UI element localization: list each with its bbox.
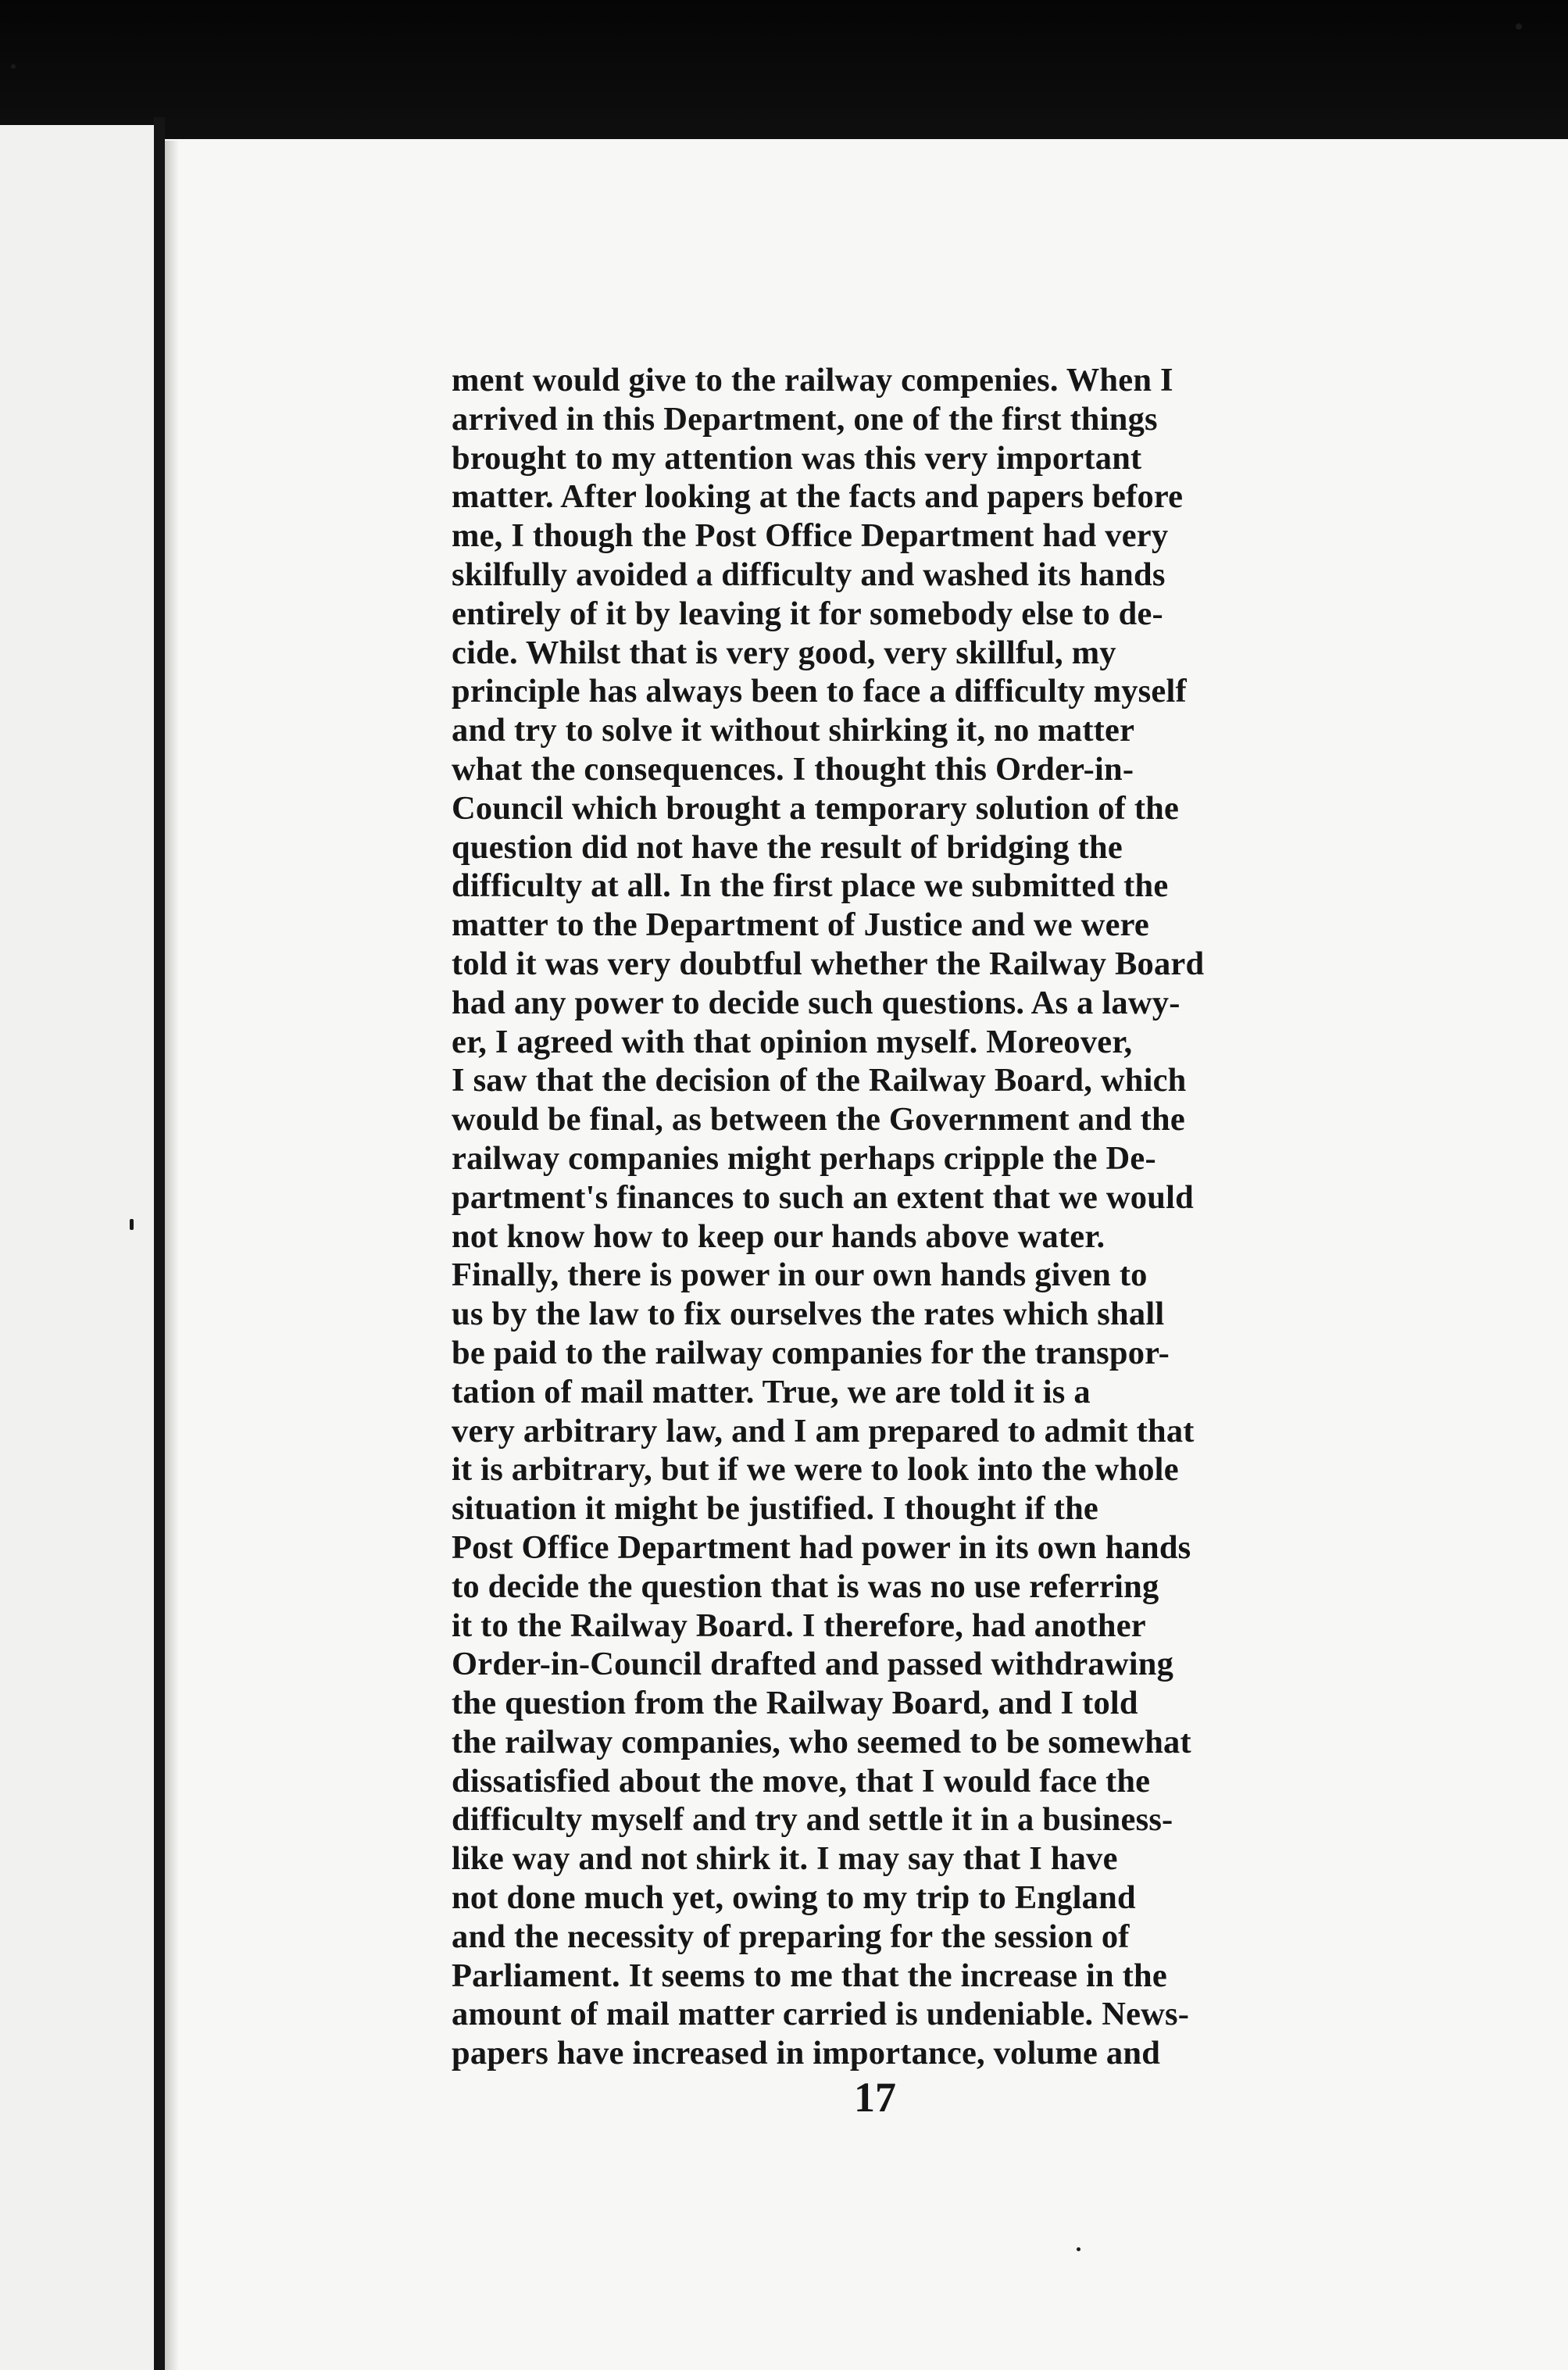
text-line: it is arbitrary, but if we were to look into the whole <box>452 1451 1179 1489</box>
text-line: brought to my attention was this very important <box>452 439 1142 477</box>
text-line: entirely of it by leaving it for somebody else to de- <box>452 595 1163 632</box>
text-line: not know how to keep our hands above water. <box>452 1217 1105 1255</box>
scan-speck <box>11 64 16 69</box>
page-number: 17 <box>854 2074 896 2121</box>
text-line: and the necessity of preparing for the session of <box>452 1918 1130 1955</box>
text-line: told it was very doubtful whether the Railway Board <box>452 945 1205 982</box>
text-line: would be final, as between the Government and the <box>452 1101 1185 1139</box>
text-line: er, I agreed with that opinion myself. Moreover, <box>452 1023 1133 1060</box>
text-line: Council which brought a temporary solution of the <box>452 789 1180 827</box>
text-line: matter to the Department of Justice and we were <box>452 906 1149 944</box>
text-line: ment would give to the railway compenies. When I <box>452 362 1173 399</box>
text-line: the railway companies, who seemed to be somewhat <box>452 1723 1191 1761</box>
text-line: arrived in this Department, one of the first things <box>452 400 1158 438</box>
text-line: what the consequences. I thought this Order-in- <box>452 750 1134 788</box>
text-line: I saw that the decision of the Railway Board, which <box>452 1062 1187 1099</box>
text-line: matter. After looking at the facts and papers before <box>452 478 1184 516</box>
text-line: amount of mail matter carried is undeniable. News- <box>452 1996 1190 2033</box>
text-line: and try to solve it without shirking it, no matter <box>452 712 1135 749</box>
scan-speck <box>130 1219 134 1230</box>
text-line: like way and not shirk it. I may say that I have <box>452 1840 1118 1878</box>
body-text <box>452 361 1328 2073</box>
text-line: the question from the Railway Board, and I told <box>452 1685 1138 1722</box>
text-line: Finally, there is power in our own hands given to <box>452 1256 1148 1294</box>
text-line: it to the Railway Board. I therefore, had another <box>452 1607 1146 1644</box>
text-line: Post Office Department had power in its own hands <box>452 1528 1191 1566</box>
text-line: to decide the question that is was no use referring <box>452 1567 1159 1605</box>
text-line: skilfully avoided a difficulty and washed its hands <box>452 556 1166 593</box>
text-line: papers have increased in importance, volume and <box>452 2035 1161 2072</box>
text-line: partment's finances to such an extent that we would <box>452 1178 1194 1216</box>
binding-gutter <box>154 117 165 2370</box>
scan-dark-background <box>0 0 1568 156</box>
text-line: very arbitrary law, and I am prepared to admit that <box>452 1412 1195 1450</box>
facing-page-edge <box>0 125 160 2370</box>
scan-speck <box>1516 23 1522 30</box>
text-line: cide. Whilst that is very good, very skillful, my <box>452 634 1116 671</box>
text-line: Parliament. It seems to me that the increase in the <box>452 1957 1167 1994</box>
text-line: dissatisfied about the move, that I would face the <box>452 1762 1151 1800</box>
text-line: me, I though the Post Office Department had very <box>452 517 1169 555</box>
text-line: situation it might be justified. I thought if the <box>452 1490 1098 1528</box>
text-line: principle has always been to face a difficulty myself <box>452 673 1187 710</box>
text-line: question did not have the result of bridging the <box>452 828 1123 866</box>
text-line: tation of mail matter. True, we are told it is a <box>452 1373 1091 1410</box>
text-line: railway companies might perhaps cripple the De- <box>452 1139 1156 1177</box>
text-line: not done much yet, owing to my trip to England <box>452 1879 1136 1917</box>
text-line: difficulty at all. In the first place we submitted the <box>452 867 1169 905</box>
text-line: Order-in-Council drafted and passed withdrawing <box>452 1646 1174 1683</box>
text-line: difficulty myself and try and settle it in a business- <box>452 1801 1173 1839</box>
gutter-shadow <box>165 141 179 2370</box>
scan-speck <box>1077 2247 1080 2251</box>
text-line: had any power to decide such questions. As a lawy- <box>452 984 1180 1021</box>
text-line: be paid to the railway companies for the transpor- <box>452 1334 1170 1371</box>
text-line: us by the law to fix ourselves the rates which shall <box>452 1296 1165 1333</box>
